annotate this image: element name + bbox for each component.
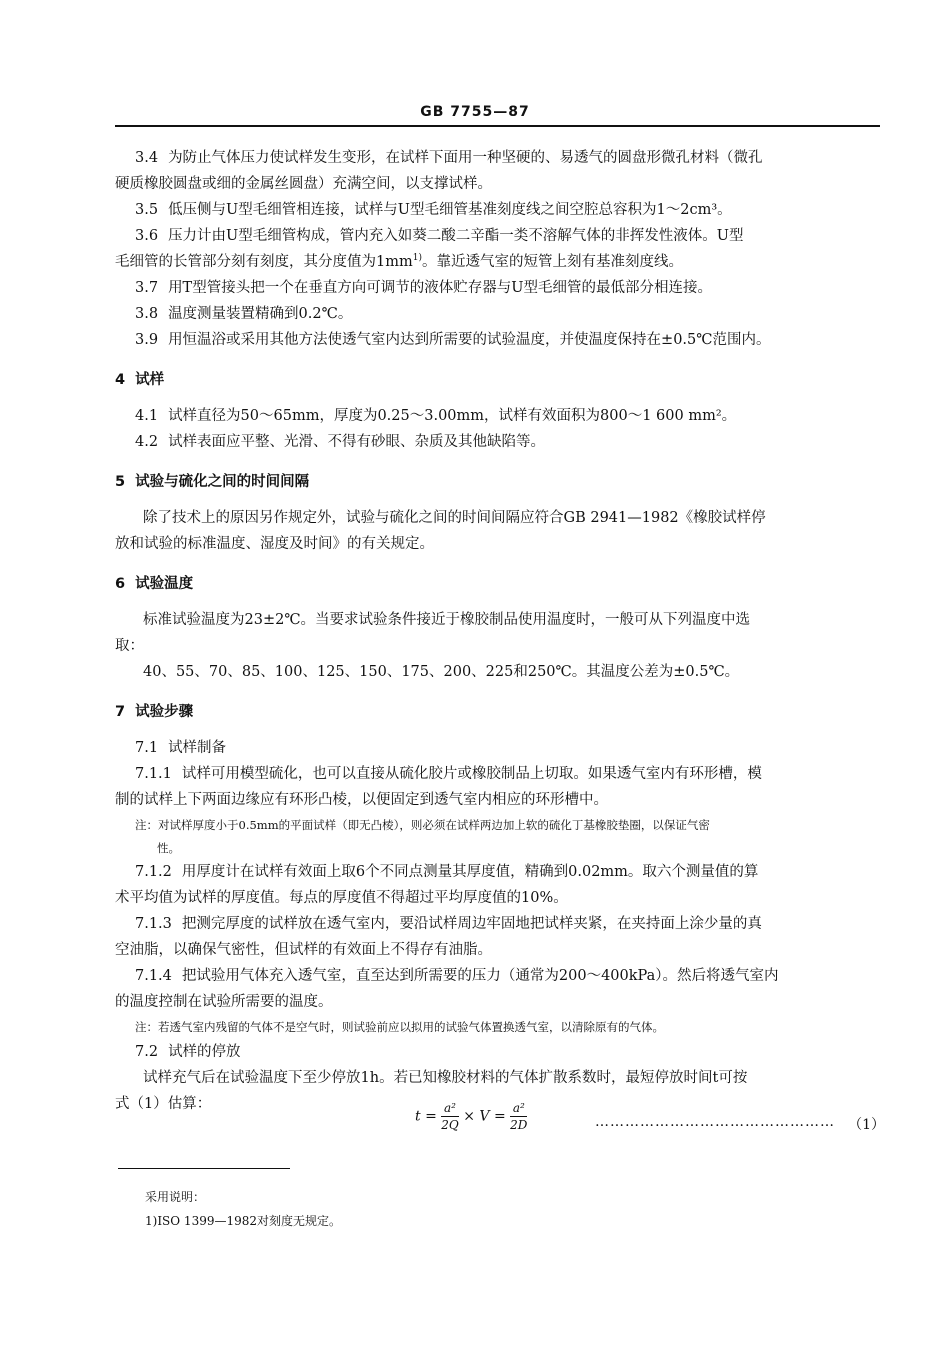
fraction-1-denominator: 2Q xyxy=(441,1118,459,1132)
footnote-marker: 1) xyxy=(412,253,422,264)
note-line xyxy=(115,837,880,859)
text-line xyxy=(115,505,880,531)
line-text: 术平均值为试样的厚度值。每点的厚度值不得超过平均厚度值的10%。 xyxy=(115,890,568,906)
clause-number: 3.7 xyxy=(135,280,159,296)
line-text: 试验与硫化之间的时间间隔 xyxy=(135,474,310,490)
clause-number: 3.9 xyxy=(135,332,159,348)
text-line xyxy=(115,197,880,223)
text-line xyxy=(115,963,880,989)
spacer xyxy=(115,725,880,735)
line-text: 性。 xyxy=(157,841,180,855)
text-line xyxy=(115,761,880,787)
clause-number: 3.6 xyxy=(135,228,159,244)
footnote-rule xyxy=(118,1168,290,1169)
formula-eq2: = xyxy=(493,1108,506,1125)
formula-fraction-2 xyxy=(510,1100,527,1133)
line-text: 硬质橡胶圆盘或细的金属丝圆盘）充满空间，以支撑试样。 xyxy=(115,176,492,192)
section-heading xyxy=(115,571,880,597)
text-line xyxy=(115,249,880,275)
text-line xyxy=(115,911,880,937)
line-text: 试样制备 xyxy=(168,740,227,756)
formula-eq1: = xyxy=(425,1108,437,1125)
line-text: 试样充气后在试验温度下至少停放1h。若已知橡胶材料的气体扩散系数时，最短停放时间t可按 xyxy=(143,1070,748,1086)
spacer xyxy=(115,495,880,505)
line-text: 注：对试样厚度小于0.5mm的平面试样（即无凸棱），则必须在试样两边加上软的硫化丁基橡胶垫圈，以保证气密 xyxy=(135,818,710,832)
formula-mid: V xyxy=(479,1108,490,1125)
text-line xyxy=(115,301,880,327)
clause-number: 6 xyxy=(115,576,126,592)
note-line xyxy=(115,1015,880,1039)
line-text: 用T型管接头把一个在垂直方向可调节的液体贮存器与U型毛细管的最低部分相连接。 xyxy=(168,280,712,296)
clause-number: 7.2 xyxy=(135,1044,159,1060)
line-text: 注：若透气室内残留的气体不是空气时，则试验前应以拟用的试验气体置换透气室，以清除原有的气体。 xyxy=(135,1020,664,1034)
line-text: 毛细管的长管部分刻有刻度，其分度值为1mm xyxy=(115,254,413,270)
fraction-2-numerator: a² xyxy=(510,1100,527,1117)
formula-leader-dots: ………………………………………… xyxy=(595,1114,835,1130)
text-line xyxy=(115,735,880,761)
spacer xyxy=(115,455,880,469)
line-text: 用恒温浴或采用其他方法使透气室内达到所需要的试验温度，并使温度保持在±0.5℃范围内。 xyxy=(168,332,771,348)
text-line xyxy=(115,171,880,197)
text-line xyxy=(115,403,880,429)
line-text-tail: 。靠近透气室的短管上刻有基准刻度线。 xyxy=(421,254,683,270)
line-text: 的温度控制在试验所需要的温度。 xyxy=(115,994,333,1010)
line-text: 低压侧与U型毛细管相连接，试样与U型毛细管基准刻度线之间空腔总容积为1～2cm³。 xyxy=(168,202,732,218)
section-heading xyxy=(115,699,880,725)
text-line xyxy=(115,937,880,963)
clause-number: 7.1.1 xyxy=(135,766,172,782)
line-text: 试验步骤 xyxy=(135,704,194,720)
clause-number: 7.1.2 xyxy=(135,864,172,880)
text-line xyxy=(115,275,880,301)
spacer xyxy=(115,557,880,571)
clause-number: 4.2 xyxy=(135,434,159,450)
clause-number: 5 xyxy=(115,474,126,490)
spacer xyxy=(115,393,880,403)
line-text: 式（1）估算： xyxy=(115,1096,212,1112)
text-line xyxy=(115,1039,880,1065)
line-text: 取： xyxy=(115,638,144,654)
text-line xyxy=(115,145,880,171)
line-text: 把测完厚度的试样放在透气室内，要沿试样周边牢固地把试样夹紧，在夹持面上涂少量的真 xyxy=(181,916,762,932)
formula-number: （1） xyxy=(848,1117,885,1133)
body-text xyxy=(115,145,880,1117)
header-rule xyxy=(115,125,880,127)
section-heading xyxy=(115,367,880,393)
line-text: 标准试验温度为23±2℃。当要求试验条件接近于橡胶制品使用温度时，一般可从下列温度中选 xyxy=(143,612,751,628)
clause-number: 7.1.4 xyxy=(135,968,172,984)
line-text: 40、55、70、85、100、125、150、175、200、225和250℃。其温度公差为±0.5℃。 xyxy=(143,664,740,680)
clause-number: 7.1 xyxy=(135,740,159,756)
section-heading xyxy=(115,469,880,495)
text-line xyxy=(115,429,880,455)
clause-number: 7.1.3 xyxy=(135,916,172,932)
text-line xyxy=(115,327,880,353)
line-text: 压力计由U型毛细管构成，管内充入如葵二酸二辛酯一类不溶解气体的非挥发性液体。U型 xyxy=(168,228,744,244)
line-text: 空油脂，以确保气密性，但试样的有效面上不得存有油脂。 xyxy=(115,942,492,958)
formula-fraction-1 xyxy=(441,1100,458,1133)
clause-number: 3.4 xyxy=(135,150,159,166)
footnote-title: 采用说明： xyxy=(145,1190,206,1204)
text-line xyxy=(115,607,880,633)
line-text: 试样可用模型硫化，也可以直接从硫化胶片或橡胶制品上切取。如果透气室内有环形槽，模 xyxy=(181,766,762,782)
clause-number: 4 xyxy=(115,372,126,388)
line-text: 放和试验的标准温度、湿度及时间》的有关规定。 xyxy=(115,536,434,552)
formula-1 xyxy=(415,1100,885,1152)
text-line xyxy=(115,885,880,911)
formula-lhs: t xyxy=(415,1108,421,1125)
formula-times: × xyxy=(463,1108,475,1125)
text-line xyxy=(115,633,880,659)
line-text: 试样的停放 xyxy=(168,1044,241,1060)
fraction-1-numerator: a² xyxy=(441,1100,458,1117)
line-text: 除了技术上的原因另作规定外，试验与硫化之间的时间间隔应符合GB 2941—1982《橡胶试样停 xyxy=(143,510,766,526)
text-line xyxy=(115,659,880,685)
clause-number: 7 xyxy=(115,704,126,720)
line-text: 试样直径为50～65mm，厚度为0.25～3.00mm，试样有效面积为800～1 600 mm²。 xyxy=(168,408,737,424)
line-text: 试验温度 xyxy=(135,576,194,592)
text-line xyxy=(115,787,880,813)
clause-number: 4.1 xyxy=(135,408,159,424)
line-text: 试样表面应平整、光滑、不得有砂眼、杂质及其他缺陷等。 xyxy=(168,434,546,450)
line-text: 试样 xyxy=(135,372,165,388)
clause-number: 3.5 xyxy=(135,202,159,218)
text-line xyxy=(115,859,880,885)
standard-code-header: GB 7755—87 xyxy=(420,104,530,120)
line-text: 温度测量装置精确到0.2℃。 xyxy=(168,306,353,322)
line-text: 用厚度计在试样有效面上取6个不同点测量其厚度值，精确到0.02mm。取六个测量值的算 xyxy=(181,864,759,880)
spacer xyxy=(115,597,880,607)
footnote-text: 1)ISO 1399—1982对刻度无规定。 xyxy=(145,1214,342,1228)
note-line xyxy=(115,813,880,837)
clause-number: 3.8 xyxy=(135,306,159,322)
text-line xyxy=(115,223,880,249)
spacer xyxy=(115,353,880,367)
spacer xyxy=(115,685,880,699)
line-text: 制的试样上下两面边缘应有环形凸棱，以便固定到透气室内相应的环形槽中。 xyxy=(115,792,608,808)
fraction-2-denominator: 2D xyxy=(510,1118,528,1132)
line-text: 为防止气体压力使试样发生变形，在试样下面用一种坚硬的、易透气的圆盘形微孔材料（微孔 xyxy=(168,150,763,166)
text-line xyxy=(115,1065,880,1091)
text-line xyxy=(115,531,880,557)
text-line xyxy=(115,989,880,1015)
line-text: 把试验用气体充入透气室，直至达到所需要的压力（通常为200～400kPa）。然后将透气室内 xyxy=(181,968,779,984)
